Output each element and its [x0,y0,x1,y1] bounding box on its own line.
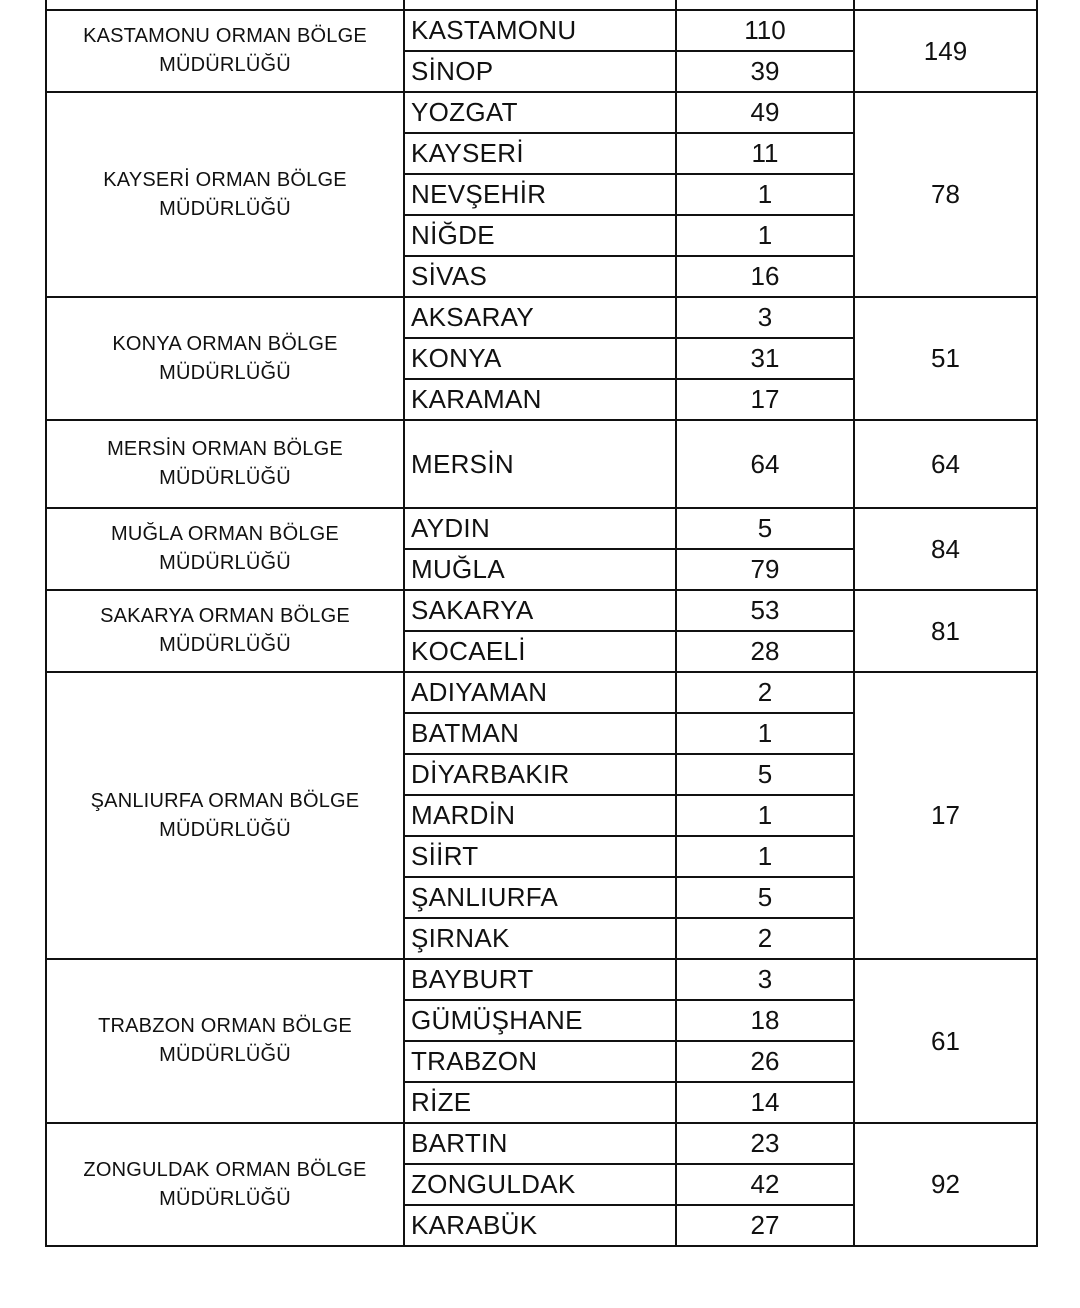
province-count-cell: 23 [676,1123,854,1164]
province-count-cell: 31 [676,338,854,379]
region-name-line2: MÜDÜRLÜĞÜ [159,467,291,489]
cut-cell [854,0,1037,10]
province-name-cell: SİVAS [404,256,676,297]
region-total-cell: 149 [854,10,1037,92]
province-name-cell: DİYARBAKIR [404,754,676,795]
province-count-cell: 28 [676,631,854,672]
province-count-cell: 27 [676,1205,854,1246]
region-name-line1: KAYSERİ ORMAN BÖLGE [103,168,347,191]
region-name-cell [46,297,404,420]
province-count-cell: 16 [676,256,854,297]
province-count-cell: 42 [676,1164,854,1205]
region-total-cell: 51 [854,297,1037,420]
province-name-cell: KONYA [404,338,676,379]
region-name-line2: MÜDÜRLÜĞÜ [159,634,291,656]
province-name-cell: KAYSERİ [404,133,676,174]
region-name-line1: MUĞLA ORMAN BÖLGE [111,523,339,545]
province-name-cell: SİNOP [404,51,676,92]
table-row [46,10,1037,51]
province-name-cell: ZONGULDAK [404,1164,676,1205]
region-total-cell: 17 [854,672,1037,959]
province-count-cell: 2 [676,672,854,713]
province-name-cell: BARTIN [404,1123,676,1164]
region-total-cell: 61 [854,959,1037,1123]
cut-cell [676,0,854,10]
province-count-cell: 3 [676,297,854,338]
province-count-cell: 53 [676,590,854,631]
region-name-cell [46,508,404,590]
province-count-cell: 1 [676,215,854,256]
region-name-cell [46,92,404,297]
province-count-cell: 1 [676,836,854,877]
region-name-cell [46,959,404,1123]
region-name-line2: MÜDÜRLÜĞÜ [159,197,291,220]
province-name-cell: KOCAELİ [404,631,676,672]
province-count-cell: 3 [676,959,854,1000]
province-name-cell: AYDIN [404,508,676,549]
province-count-cell: 1 [676,713,854,754]
province-name-cell: AKSARAY [404,297,676,338]
province-count-cell: 1 [676,174,854,215]
province-count-cell: 14 [676,1082,854,1123]
province-name-cell: MUĞLA [404,549,676,590]
province-count-cell: 5 [676,754,854,795]
province-count-cell: 5 [676,508,854,549]
province-count-cell: 2 [676,918,854,959]
region-name-line1: MERSİN ORMAN BÖLGE [107,438,343,460]
table-row [46,420,1037,508]
province-count-cell: 79 [676,549,854,590]
region-total-cell: 84 [854,508,1037,590]
cut-cell [46,0,404,10]
province-count-cell: 11 [676,133,854,174]
region-name-cell [46,672,404,959]
region-name-line1: KONYA ORMAN BÖLGE [112,332,338,355]
region-name-line1: SAKARYA ORMAN BÖLGE [100,605,350,627]
region-name-line2: MÜDÜRLÜĞÜ [159,1044,291,1066]
province-name-cell: TRABZON [404,1041,676,1082]
region-name-line2: MÜDÜRLÜĞÜ [159,552,291,574]
province-name-cell: KARABÜK [404,1205,676,1246]
region-total-cell: 92 [854,1123,1037,1246]
province-name-cell: SAKARYA [404,590,676,631]
region-total-cell: 64 [854,420,1037,508]
province-name-cell: KARAMAN [404,379,676,420]
table-body [46,0,1037,1246]
region-name-line1: KASTAMONU ORMAN BÖLGE [83,25,367,47]
region-name-cell [46,420,404,508]
table-row [46,590,1037,631]
region-total-cell: 81 [854,590,1037,672]
province-count-cell: 49 [676,92,854,133]
region-name-cell [46,1123,404,1246]
province-name-cell: BATMAN [404,713,676,754]
region-province-table [45,0,1038,1247]
province-name-cell: SİİRT [404,836,676,877]
province-name-cell: GÜMÜŞHANE [404,1000,676,1041]
table-row-cut-top [46,0,1037,10]
region-name-line1: ZONGULDAK ORMAN BÖLGE [83,1158,367,1181]
table-row [46,297,1037,338]
province-name-cell: MARDİN [404,795,676,836]
region-name-line1: ŞANLIURFA ORMAN BÖLGE [90,789,360,812]
cut-cell [404,0,676,10]
province-name-cell: ADIYAMAN [404,672,676,713]
region-name-line2: MÜDÜRLÜĞÜ [159,54,291,76]
table-row [46,1123,1037,1164]
province-count-cell: 17 [676,379,854,420]
region-name-line2: MÜDÜRLÜĞÜ [159,1187,291,1210]
province-count-cell: 110 [676,10,854,51]
region-name-line1: TRABZON ORMAN BÖLGE [98,1015,352,1037]
table-row [46,92,1037,133]
province-name-cell: ŞIRNAK [404,918,676,959]
province-name-cell: YOZGAT [404,92,676,133]
province-name-cell: MERSİN [404,420,676,508]
province-count-cell: 18 [676,1000,854,1041]
table-row [46,672,1037,713]
region-name-cell [46,10,404,92]
province-count-cell: 5 [676,877,854,918]
region-name-cell [46,590,404,672]
province-count-cell: 1 [676,795,854,836]
province-count-cell: 26 [676,1041,854,1082]
table-row [46,508,1037,549]
province-name-cell: NİĞDE [404,215,676,256]
province-name-cell: RİZE [404,1082,676,1123]
province-name-cell: BAYBURT [404,959,676,1000]
table-row [46,959,1037,1000]
region-total-cell: 78 [854,92,1037,297]
province-name-cell: NEVŞEHİR [404,174,676,215]
province-name-cell: KASTAMONU [404,10,676,51]
province-count-cell: 39 [676,51,854,92]
region-name-line2: MÜDÜRLÜĞÜ [159,818,291,841]
province-count-cell: 64 [676,420,854,508]
province-name-cell: ŞANLIURFA [404,877,676,918]
document-table-sheet [45,0,1036,1247]
region-name-line2: MÜDÜRLÜĞÜ [159,361,291,384]
